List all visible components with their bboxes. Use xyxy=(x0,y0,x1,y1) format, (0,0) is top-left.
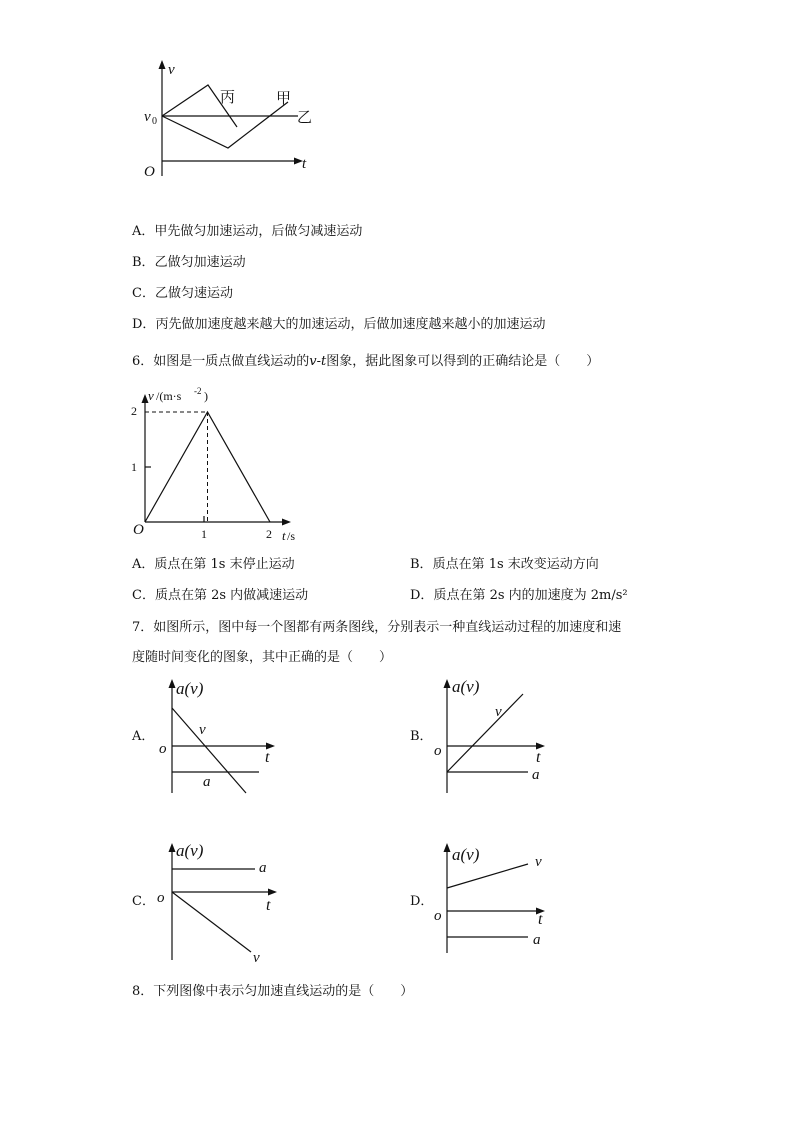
q6-xlabel-t: t xyxy=(282,528,286,543)
q7-a-t-label: t xyxy=(265,749,270,766)
q7-stem-line1: 7．如图所示，图中每一个图都有两条图线，分别表示一种直线运动过程的加速度和速 xyxy=(132,620,622,635)
q7-c-o-label: o xyxy=(157,890,165,906)
q6-xtick-label: 2 xyxy=(266,527,272,541)
q7-graph-b[interactable] xyxy=(430,676,560,796)
q7-b-axis-label: a(v) xyxy=(452,677,480,696)
q6-ylabel-v: v xyxy=(148,388,154,403)
q6-option-a[interactable]: A．质点在第 1s 末停止运动 xyxy=(132,557,295,572)
q7-d-o-label: o xyxy=(434,908,442,924)
q7-c-t-label: t xyxy=(266,897,271,914)
q7-c-axis-label: a(v) xyxy=(176,841,204,860)
q7-a-o-label: o xyxy=(159,741,167,757)
q5-axis-t-label: t xyxy=(302,156,307,172)
q6-axes xyxy=(142,394,292,526)
q7-a-v-label: v xyxy=(199,722,206,738)
q7-option-c-letter[interactable]: C． xyxy=(132,894,155,909)
q7-option-a-letter[interactable]: A． xyxy=(132,729,155,744)
q6-option-c[interactable]: C．质点在第 2s 内做减速运动 xyxy=(132,588,309,603)
q6-vt-chart xyxy=(126,384,296,544)
q6-stem: 6．如图是一质点做直线运动的v-t图象，据此图象可以得到的正确结论是（ ） xyxy=(132,354,600,369)
q5-vt-graph xyxy=(130,58,450,188)
q6-ylabel-exp: -2 xyxy=(194,386,202,396)
q7-b-line-v xyxy=(447,694,523,772)
q5-axis-v-label: v xyxy=(168,62,175,78)
q5-label-yi: 乙 xyxy=(297,110,313,126)
q7-a-a-label: a xyxy=(203,774,211,790)
q6-ytick-label: 2 xyxy=(131,404,137,418)
q7-d-v-label: v xyxy=(535,854,542,870)
q5-option-b[interactable]: B．乙做匀加速运动 xyxy=(132,255,246,270)
q7-d-line-v xyxy=(447,864,528,888)
q6-ytick-label: 1 xyxy=(131,460,137,474)
q6-option-b[interactable]: B．质点在第 1s 末改变运动方向 xyxy=(410,557,599,572)
q8-stem: 8．下列图像中表示匀加速直线运动的是（ ） xyxy=(132,984,414,999)
q6-xlabel-unit: /s xyxy=(287,529,296,543)
q7-option-d-letter[interactable]: D． xyxy=(410,894,434,909)
q7-c-line-v xyxy=(172,892,251,952)
q6-origin: O xyxy=(133,522,144,538)
q7-graph-d[interactable] xyxy=(430,840,565,955)
q5-label-jia: 甲 xyxy=(276,91,292,107)
q5-label-bing: 丙 xyxy=(220,90,236,106)
q7-d-a-label: a xyxy=(533,932,541,948)
q5-option-d[interactable]: D．丙先做加速度越来越大的加速运动，后做加速度越来越小的加速运动 xyxy=(132,317,546,332)
q7-d-t-label: t xyxy=(538,911,543,928)
q5-v0-sub: 0 xyxy=(152,116,157,127)
q7-b-t-label: t xyxy=(536,749,541,766)
q7-option-b-letter[interactable]: B． xyxy=(410,729,433,744)
q5-option-c[interactable]: C．乙做匀速运动 xyxy=(132,286,233,301)
q5-option-a[interactable]: A．甲先做匀加速运动，后做匀减速运动 xyxy=(132,224,363,239)
q6-ylabel-unit: /(m·s xyxy=(156,389,182,403)
q7-stem-line2: 度随时间变化的图象，其中正确的是（ ） xyxy=(132,650,393,665)
q7-c-a-label: a xyxy=(259,860,267,876)
q7-b-v-label: v xyxy=(495,704,502,720)
q7-c-v-label: v xyxy=(253,950,260,966)
q6-option-d[interactable]: D．质点在第 2s 内的加速度为 2m/s² xyxy=(410,588,628,603)
q5-v0-label: v xyxy=(144,109,151,125)
q7-b-o-label: o xyxy=(434,743,442,759)
q6-ylabel-close: ) xyxy=(204,389,208,403)
q7-graph-a[interactable] xyxy=(155,676,285,796)
q6-xtick-label: 1 xyxy=(201,527,207,541)
q7-a-axis-label: a(v) xyxy=(176,679,204,698)
q7-d-axis-label: a(v) xyxy=(452,845,480,864)
q7-b-a-label: a xyxy=(532,767,540,783)
q7-graph-c[interactable] xyxy=(155,840,285,965)
q5-origin-label: O xyxy=(144,164,155,180)
